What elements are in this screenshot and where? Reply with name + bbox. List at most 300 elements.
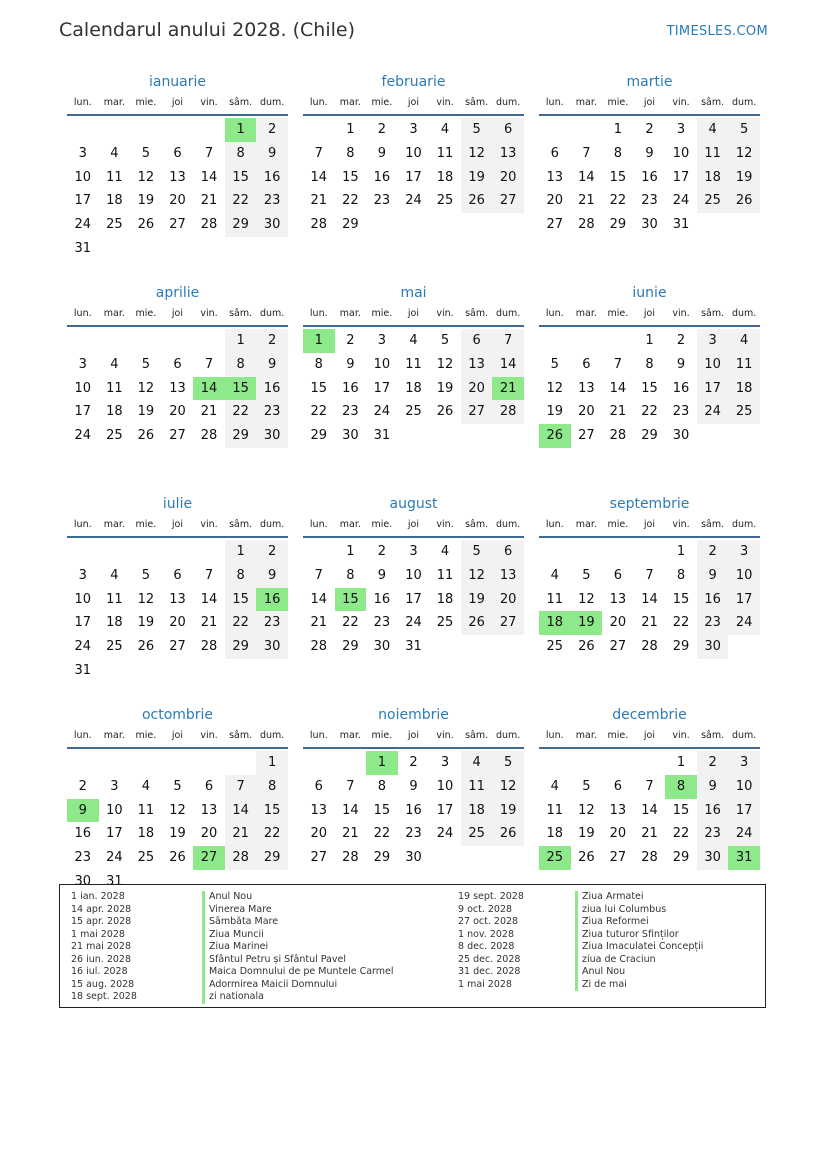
- day-cell[interactable]: 26: [461, 189, 493, 213]
- day-cell[interactable]: 18: [436, 169, 454, 185]
- day-cell[interactable]: 3: [676, 122, 686, 137]
- day-cell[interactable]: 5: [550, 356, 559, 372]
- day-cell[interactable]: 27: [546, 217, 564, 233]
- day-cell[interactable]: 30: [256, 213, 288, 237]
- holiday-day-cell[interactable]: 25: [539, 846, 571, 870]
- day-cell[interactable]: 31: [672, 217, 690, 233]
- day-cell[interactable]: 1: [346, 544, 355, 559]
- day-cell[interactable]: 14: [641, 802, 658, 818]
- day-cell[interactable]: 12: [578, 591, 595, 607]
- day-cell[interactable]: 26: [137, 217, 155, 233]
- day-cell[interactable]: 16: [256, 377, 288, 401]
- day-cell[interactable]: 16: [256, 166, 288, 190]
- day-cell[interactable]: 13: [310, 802, 328, 818]
- day-cell[interactable]: 5: [728, 118, 760, 142]
- day-cell[interactable]: 17: [405, 591, 422, 607]
- day-cell[interactable]: 24: [672, 193, 690, 209]
- day-cell[interactable]: 4: [141, 778, 151, 794]
- day-cell[interactable]: 13: [492, 142, 524, 166]
- day-cell[interactable]: 20: [169, 615, 186, 631]
- day-cell[interactable]: 17: [436, 802, 454, 818]
- day-cell[interactable]: 30: [641, 217, 658, 233]
- day-cell[interactable]: 21: [342, 826, 359, 842]
- day-cell[interactable]: 20: [461, 377, 493, 401]
- day-cell[interactable]: 9: [697, 564, 729, 588]
- day-cell[interactable]: 30: [697, 635, 729, 659]
- day-cell[interactable]: 14: [200, 591, 218, 607]
- holiday-day-cell[interactable]: 1: [225, 118, 257, 142]
- day-cell[interactable]: 24: [405, 193, 422, 209]
- day-cell[interactable]: 10: [728, 564, 760, 588]
- day-cell[interactable]: 15: [310, 380, 328, 396]
- holiday-day-cell[interactable]: 9: [67, 799, 99, 823]
- day-cell[interactable]: 29: [672, 850, 690, 866]
- day-cell[interactable]: 23: [256, 189, 288, 213]
- day-cell[interactable]: 15: [672, 802, 690, 818]
- day-cell[interactable]: 12: [546, 380, 564, 396]
- day-cell[interactable]: 19: [137, 615, 155, 631]
- day-cell[interactable]: 6: [613, 778, 623, 794]
- day-cell[interactable]: 23: [697, 611, 729, 635]
- day-cell[interactable]: 29: [609, 217, 627, 233]
- day-cell[interactable]: 29: [225, 424, 257, 448]
- day-cell[interactable]: 29: [310, 428, 328, 444]
- day-cell[interactable]: 8: [377, 778, 387, 794]
- day-cell[interactable]: 2: [697, 751, 729, 775]
- day-cell[interactable]: 18: [546, 826, 564, 842]
- day-cell[interactable]: 24: [697, 400, 729, 424]
- day-cell[interactable]: 2: [676, 333, 686, 348]
- holiday-day-cell[interactable]: 19: [571, 611, 603, 635]
- holiday-day-cell[interactable]: 1: [303, 329, 335, 353]
- day-cell[interactable]: 8: [613, 145, 623, 161]
- day-cell[interactable]: 28: [225, 846, 257, 870]
- day-cell[interactable]: 21: [310, 193, 328, 209]
- day-cell[interactable]: 11: [106, 380, 123, 396]
- day-cell[interactable]: 13: [169, 591, 186, 607]
- day-cell[interactable]: 24: [728, 611, 760, 635]
- day-cell[interactable]: 4: [440, 544, 450, 559]
- day-cell[interactable]: 16: [74, 826, 92, 842]
- day-cell[interactable]: 21: [609, 404, 627, 420]
- day-cell[interactable]: 18: [137, 826, 155, 842]
- day-cell[interactable]: 29: [225, 213, 257, 237]
- day-cell[interactable]: 4: [409, 333, 418, 348]
- day-cell[interactable]: 10: [74, 169, 92, 185]
- day-cell[interactable]: 4: [110, 567, 119, 583]
- day-cell[interactable]: 24: [74, 217, 92, 233]
- day-cell[interactable]: 18: [461, 799, 493, 823]
- day-cell[interactable]: 29: [373, 850, 391, 866]
- day-cell[interactable]: 7: [314, 145, 323, 161]
- day-cell[interactable]: 30: [672, 428, 690, 444]
- day-cell[interactable]: 24: [373, 404, 391, 420]
- day-cell[interactable]: 17: [728, 588, 760, 612]
- day-cell[interactable]: 19: [137, 193, 155, 209]
- day-cell[interactable]: 17: [672, 169, 690, 185]
- day-cell[interactable]: 7: [204, 567, 214, 583]
- day-cell[interactable]: 5: [461, 118, 493, 142]
- day-cell[interactable]: 29: [342, 639, 359, 655]
- day-cell[interactable]: 30: [697, 846, 729, 870]
- day-cell[interactable]: 17: [728, 799, 760, 823]
- day-cell[interactable]: 2: [346, 333, 355, 348]
- day-cell[interactable]: 13: [578, 380, 595, 396]
- day-cell[interactable]: 13: [169, 380, 186, 396]
- day-cell[interactable]: 18: [106, 404, 123, 420]
- day-cell[interactable]: 10: [74, 380, 92, 396]
- day-cell[interactable]: 10: [74, 591, 92, 607]
- day-cell[interactable]: 2: [697, 540, 729, 564]
- day-cell[interactable]: 10: [436, 778, 454, 794]
- day-cell[interactable]: 17: [373, 380, 391, 396]
- day-cell[interactable]: 4: [550, 567, 559, 583]
- day-cell[interactable]: 5: [141, 356, 151, 372]
- day-cell[interactable]: 20: [609, 826, 627, 842]
- holiday-day-cell[interactable]: 16: [256, 588, 288, 612]
- day-cell[interactable]: 17: [405, 169, 422, 185]
- day-cell[interactable]: 26: [728, 189, 760, 213]
- day-cell[interactable]: 24: [436, 826, 454, 842]
- day-cell[interactable]: 20: [609, 615, 627, 631]
- day-cell[interactable]: 20: [169, 404, 186, 420]
- day-cell[interactable]: 15: [672, 591, 690, 607]
- day-cell[interactable]: 25: [137, 850, 155, 866]
- day-cell[interactable]: 13: [200, 802, 218, 818]
- day-cell[interactable]: 25: [697, 189, 729, 213]
- day-cell[interactable]: 2: [409, 755, 418, 770]
- day-cell[interactable]: 5: [582, 778, 591, 794]
- day-cell[interactable]: 10: [728, 775, 760, 799]
- day-cell[interactable]: 26: [169, 850, 186, 866]
- holiday-day-cell[interactable]: 8: [665, 775, 697, 799]
- day-cell[interactable]: 31: [106, 873, 123, 889]
- day-cell[interactable]: 11: [106, 591, 123, 607]
- day-cell[interactable]: 9: [346, 356, 355, 372]
- day-cell[interactable]: 25: [405, 404, 422, 420]
- day-cell[interactable]: 16: [373, 169, 391, 185]
- day-cell[interactable]: 13: [492, 564, 524, 588]
- day-cell[interactable]: 2: [256, 329, 288, 353]
- day-cell[interactable]: 6: [550, 145, 559, 161]
- day-cell[interactable]: 17: [74, 193, 92, 209]
- day-cell[interactable]: 24: [74, 639, 92, 655]
- day-cell[interactable]: 11: [137, 802, 155, 818]
- day-cell[interactable]: 23: [74, 850, 92, 866]
- day-cell[interactable]: 31: [74, 662, 92, 678]
- day-cell[interactable]: 29: [342, 217, 359, 233]
- day-cell[interactable]: 21: [578, 193, 595, 209]
- day-cell[interactable]: 5: [440, 333, 450, 348]
- day-cell[interactable]: 24: [405, 615, 422, 631]
- day-cell[interactable]: 23: [697, 822, 729, 846]
- day-cell[interactable]: 27: [169, 639, 186, 655]
- day-cell[interactable]: 12: [137, 380, 155, 396]
- day-cell[interactable]: 9: [676, 356, 686, 372]
- day-cell[interactable]: 12: [578, 802, 595, 818]
- day-cell[interactable]: 16: [373, 591, 391, 607]
- day-cell[interactable]: 25: [436, 615, 454, 631]
- day-cell[interactable]: 24: [74, 428, 92, 444]
- day-cell[interactable]: 11: [405, 356, 422, 372]
- day-cell[interactable]: 25: [436, 193, 454, 209]
- day-cell[interactable]: 18: [436, 591, 454, 607]
- day-cell[interactable]: 19: [169, 826, 186, 842]
- day-cell[interactable]: 2: [78, 778, 87, 794]
- holiday-day-cell[interactable]: 27: [193, 846, 225, 870]
- day-cell[interactable]: 9: [697, 775, 729, 799]
- day-cell[interactable]: 8: [645, 356, 654, 372]
- day-cell[interactable]: 22: [256, 822, 288, 846]
- day-cell[interactable]: 19: [436, 380, 454, 396]
- day-cell[interactable]: 27: [492, 189, 524, 213]
- day-cell[interactable]: 19: [578, 826, 595, 842]
- day-cell[interactable]: 23: [672, 404, 690, 420]
- day-cell[interactable]: 15: [342, 169, 359, 185]
- day-cell[interactable]: 1: [645, 333, 654, 348]
- day-cell[interactable]: 10: [405, 145, 422, 161]
- day-cell[interactable]: 26: [492, 822, 524, 846]
- day-cell[interactable]: 31: [373, 428, 391, 444]
- day-cell[interactable]: 9: [256, 353, 288, 377]
- day-cell[interactable]: 11: [461, 775, 493, 799]
- day-cell[interactable]: 21: [200, 404, 218, 420]
- day-cell[interactable]: 25: [106, 639, 123, 655]
- day-cell[interactable]: 20: [169, 193, 186, 209]
- day-cell[interactable]: 22: [609, 193, 627, 209]
- day-cell[interactable]: 12: [461, 142, 493, 166]
- day-cell[interactable]: 9: [256, 142, 288, 166]
- day-cell[interactable]: 14: [310, 591, 328, 607]
- day-cell[interactable]: 5: [461, 540, 493, 564]
- day-cell[interactable]: 18: [405, 380, 422, 396]
- day-cell[interactable]: 23: [373, 615, 391, 631]
- day-cell[interactable]: 21: [641, 826, 658, 842]
- day-cell[interactable]: 30: [256, 635, 288, 659]
- holiday-day-cell[interactable]: 18: [539, 611, 571, 635]
- day-cell[interactable]: 26: [137, 639, 155, 655]
- day-cell[interactable]: 31: [405, 639, 422, 655]
- day-cell[interactable]: 1: [346, 122, 355, 137]
- day-cell[interactable]: 15: [641, 380, 658, 396]
- holiday-day-cell[interactable]: 14: [193, 377, 225, 401]
- day-cell[interactable]: 2: [256, 118, 288, 142]
- day-cell[interactable]: 9: [256, 564, 288, 588]
- day-cell[interactable]: 22: [373, 826, 391, 842]
- day-cell[interactable]: 29: [225, 635, 257, 659]
- day-cell[interactable]: 27: [310, 850, 328, 866]
- day-cell[interactable]: 3: [409, 122, 418, 137]
- day-cell[interactable]: 23: [405, 826, 422, 842]
- day-cell[interactable]: 12: [436, 356, 454, 372]
- day-cell[interactable]: 19: [461, 166, 493, 190]
- day-cell[interactable]: 26: [137, 428, 155, 444]
- day-cell[interactable]: 20: [492, 588, 524, 612]
- day-cell[interactable]: 29: [672, 639, 690, 655]
- day-cell[interactable]: 17: [106, 826, 123, 842]
- day-cell[interactable]: 11: [546, 591, 564, 607]
- day-cell[interactable]: 1: [256, 751, 288, 775]
- day-cell[interactable]: 14: [641, 591, 658, 607]
- day-cell[interactable]: 6: [173, 567, 182, 583]
- day-cell[interactable]: 5: [141, 145, 151, 161]
- day-cell[interactable]: 7: [582, 145, 591, 161]
- day-cell[interactable]: 3: [78, 567, 87, 583]
- day-cell[interactable]: 30: [373, 639, 391, 655]
- day-cell[interactable]: 19: [137, 404, 155, 420]
- day-cell[interactable]: 6: [492, 540, 524, 564]
- day-cell[interactable]: 21: [641, 615, 658, 631]
- day-cell[interactable]: 8: [225, 564, 257, 588]
- day-cell[interactable]: 26: [461, 611, 493, 635]
- day-cell[interactable]: 26: [436, 404, 454, 420]
- day-cell[interactable]: 3: [697, 329, 729, 353]
- day-cell[interactable]: 14: [342, 802, 359, 818]
- day-cell[interactable]: 8: [256, 775, 288, 799]
- day-cell[interactable]: 2: [256, 540, 288, 564]
- day-cell[interactable]: 16: [697, 588, 729, 612]
- day-cell[interactable]: 19: [492, 799, 524, 823]
- day-cell[interactable]: 3: [78, 145, 87, 161]
- day-cell[interactable]: 10: [106, 802, 123, 818]
- day-cell[interactable]: 3: [78, 356, 87, 372]
- day-cell[interactable]: 15: [225, 588, 257, 612]
- day-cell[interactable]: 13: [461, 353, 493, 377]
- day-cell[interactable]: 7: [225, 775, 257, 799]
- day-cell[interactable]: 13: [609, 802, 627, 818]
- day-cell[interactable]: 9: [377, 567, 387, 583]
- day-cell[interactable]: 8: [346, 567, 355, 583]
- day-cell[interactable]: 8: [346, 145, 355, 161]
- day-cell[interactable]: 1: [225, 540, 257, 564]
- day-cell[interactable]: 27: [461, 400, 493, 424]
- day-cell[interactable]: 14: [200, 169, 218, 185]
- day-cell[interactable]: 23: [256, 400, 288, 424]
- day-cell[interactable]: 21: [310, 615, 328, 631]
- day-cell[interactable]: 5: [141, 567, 151, 583]
- day-cell[interactable]: 6: [314, 778, 323, 794]
- day-cell[interactable]: 8: [225, 353, 257, 377]
- day-cell[interactable]: 12: [137, 591, 155, 607]
- day-cell[interactable]: 9: [645, 145, 654, 161]
- day-cell[interactable]: 4: [461, 751, 493, 775]
- day-cell[interactable]: 26: [578, 639, 595, 655]
- day-cell[interactable]: 6: [173, 356, 182, 372]
- day-cell[interactable]: 21: [225, 822, 257, 846]
- day-cell[interactable]: 9: [409, 778, 418, 794]
- day-cell[interactable]: 10: [405, 567, 422, 583]
- day-cell[interactable]: 2: [377, 544, 387, 559]
- day-cell[interactable]: 16: [641, 169, 658, 185]
- day-cell[interactable]: 5: [492, 751, 524, 775]
- day-cell[interactable]: 28: [310, 217, 328, 233]
- day-cell[interactable]: 23: [342, 404, 359, 420]
- day-cell[interactable]: 13: [169, 169, 186, 185]
- day-cell[interactable]: 30: [405, 850, 422, 866]
- day-cell[interactable]: 22: [225, 189, 257, 213]
- day-cell[interactable]: 7: [314, 567, 323, 583]
- day-cell[interactable]: 16: [405, 802, 422, 818]
- holiday-day-cell[interactable]: 26: [539, 424, 571, 448]
- day-cell[interactable]: 30: [256, 424, 288, 448]
- day-cell[interactable]: 2: [645, 122, 654, 137]
- day-cell[interactable]: 31: [74, 240, 92, 256]
- day-cell[interactable]: 22: [672, 826, 690, 842]
- day-cell[interactable]: 11: [728, 353, 760, 377]
- day-cell[interactable]: 11: [436, 145, 454, 161]
- day-cell[interactable]: 6: [204, 778, 214, 794]
- day-cell[interactable]: 20: [492, 166, 524, 190]
- day-cell[interactable]: 11: [697, 142, 729, 166]
- day-cell[interactable]: 28: [310, 639, 328, 655]
- day-cell[interactable]: 14: [609, 380, 627, 396]
- day-cell[interactable]: 7: [204, 145, 214, 161]
- brand-link[interactable]: TIMESLES.COM: [666, 24, 768, 39]
- holiday-day-cell[interactable]: 1: [366, 751, 398, 775]
- holiday-day-cell[interactable]: 31: [728, 846, 760, 870]
- day-cell[interactable]: 26: [578, 850, 595, 866]
- day-cell[interactable]: 18: [728, 377, 760, 401]
- day-cell[interactable]: 18: [106, 615, 123, 631]
- day-cell[interactable]: 18: [106, 193, 123, 209]
- day-cell[interactable]: 13: [609, 591, 627, 607]
- day-cell[interactable]: 27: [609, 639, 627, 655]
- day-cell[interactable]: 4: [728, 329, 760, 353]
- day-cell[interactable]: 10: [373, 356, 391, 372]
- day-cell[interactable]: 19: [728, 166, 760, 190]
- day-cell[interactable]: 28: [578, 217, 595, 233]
- day-cell[interactable]: 7: [346, 778, 355, 794]
- day-cell[interactable]: 11: [106, 169, 123, 185]
- day-cell[interactable]: 15: [609, 169, 627, 185]
- day-cell[interactable]: 20: [578, 404, 595, 420]
- day-cell[interactable]: 12: [461, 564, 493, 588]
- day-cell[interactable]: 10: [697, 353, 729, 377]
- day-cell[interactable]: 7: [204, 356, 214, 372]
- day-cell[interactable]: 22: [310, 404, 328, 420]
- day-cell[interactable]: 28: [609, 428, 627, 444]
- day-cell[interactable]: 24: [728, 822, 760, 846]
- day-cell[interactable]: 12: [169, 802, 186, 818]
- day-cell[interactable]: 22: [641, 404, 658, 420]
- day-cell[interactable]: 8: [225, 142, 257, 166]
- day-cell[interactable]: 11: [436, 567, 454, 583]
- day-cell[interactable]: 17: [74, 404, 92, 420]
- day-cell[interactable]: 25: [106, 217, 123, 233]
- day-cell[interactable]: 22: [342, 615, 359, 631]
- day-cell[interactable]: 27: [492, 611, 524, 635]
- day-cell[interactable]: 4: [440, 122, 450, 137]
- day-cell[interactable]: 30: [74, 873, 92, 889]
- day-cell[interactable]: 28: [641, 639, 658, 655]
- day-cell[interactable]: 3: [440, 755, 450, 770]
- day-cell[interactable]: 7: [645, 567, 654, 583]
- day-cell[interactable]: 17: [697, 377, 729, 401]
- day-cell[interactable]: 15: [373, 802, 391, 818]
- day-cell[interactable]: 12: [492, 775, 524, 799]
- day-cell[interactable]: 3: [728, 751, 760, 775]
- day-cell[interactable]: 22: [225, 400, 257, 424]
- holiday-day-cell[interactable]: 15: [335, 588, 367, 612]
- day-cell[interactable]: 7: [613, 356, 623, 372]
- day-cell[interactable]: 22: [225, 611, 257, 635]
- day-cell[interactable]: 14: [492, 353, 524, 377]
- day-cell[interactable]: 28: [342, 850, 359, 866]
- day-cell[interactable]: 25: [106, 428, 123, 444]
- day-cell[interactable]: 30: [342, 428, 359, 444]
- day-cell[interactable]: 29: [641, 428, 658, 444]
- day-cell[interactable]: 6: [613, 567, 623, 583]
